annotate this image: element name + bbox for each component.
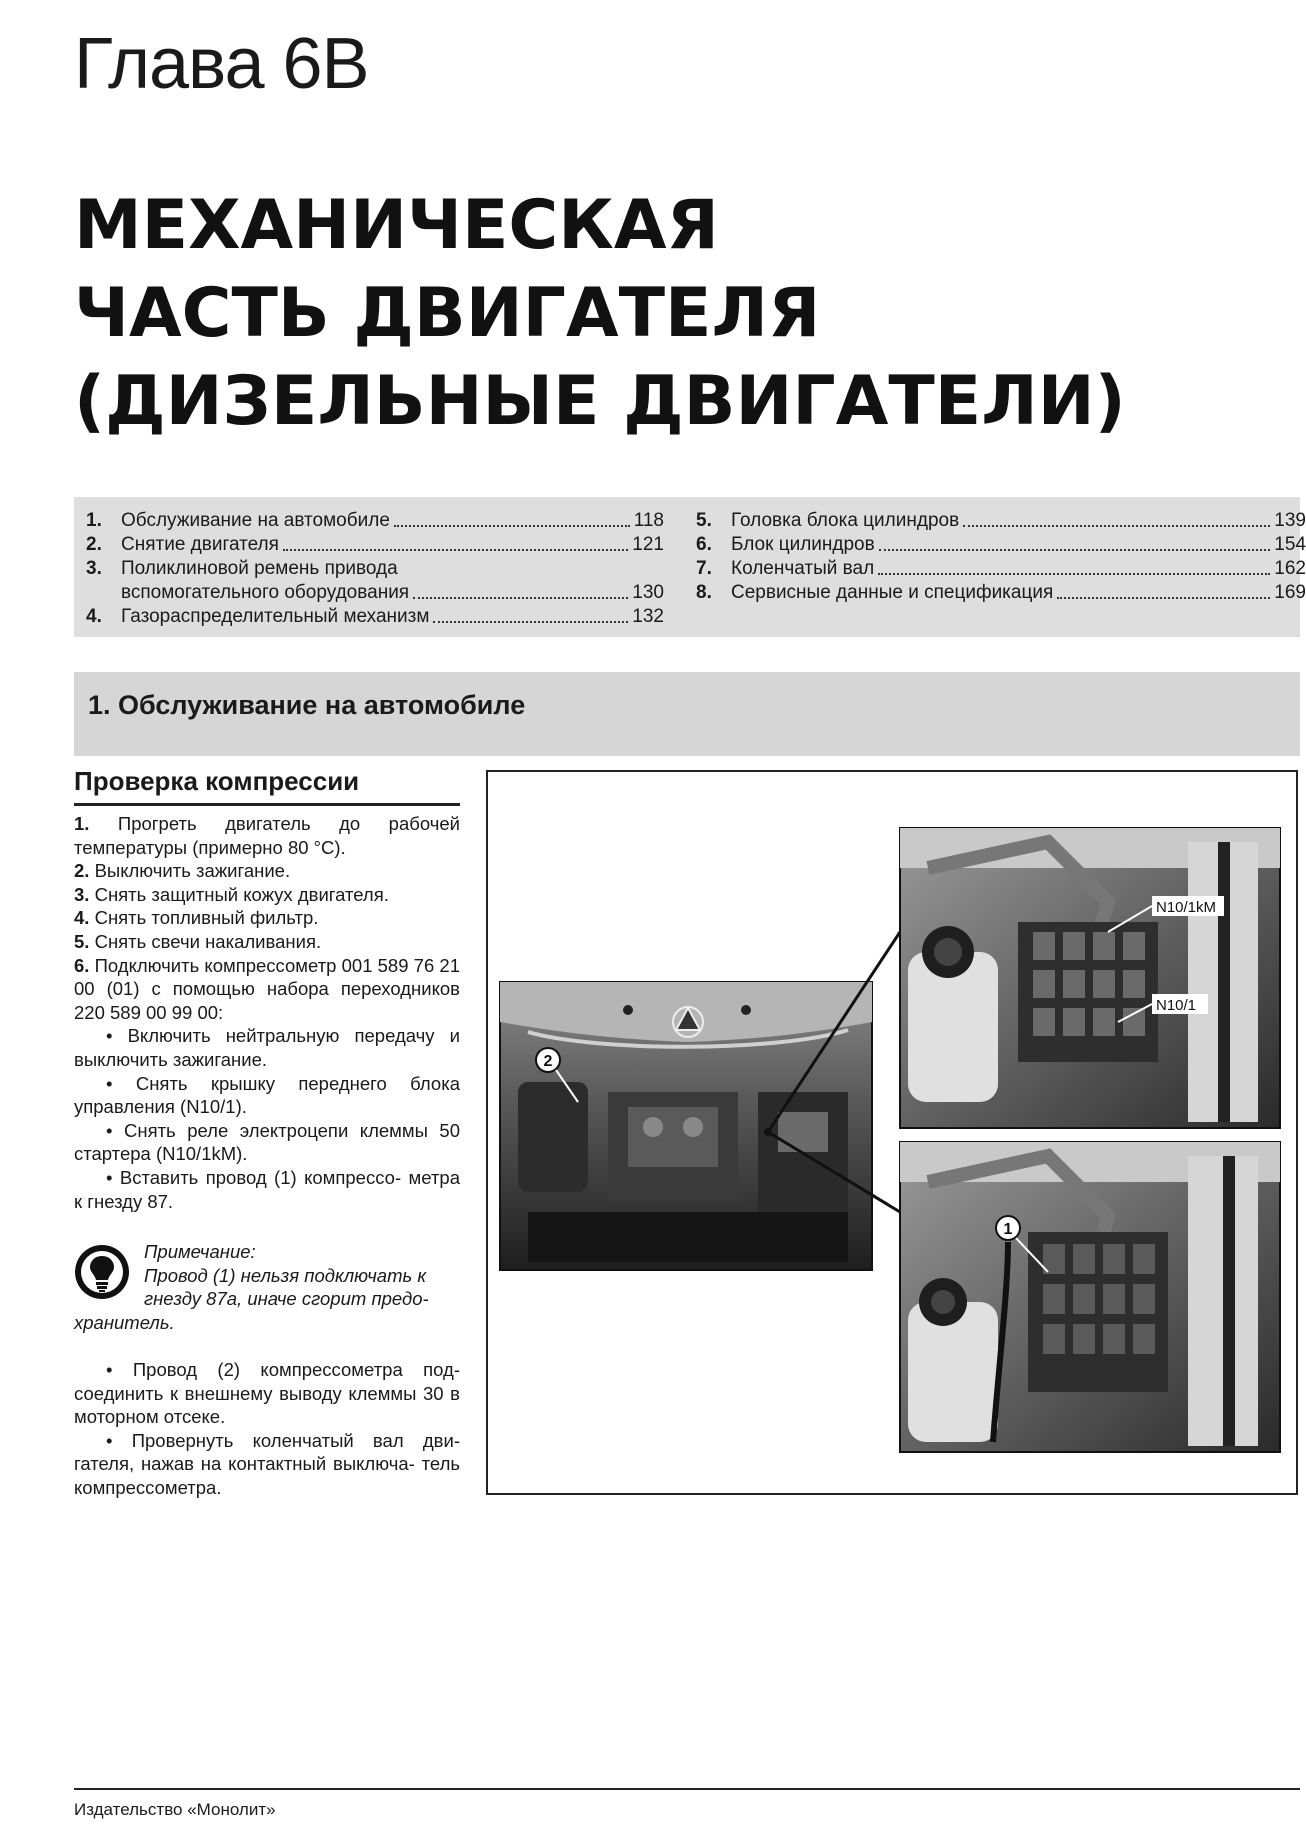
bullet-item: • Вставить провод (1) компрессо- метра к гнезду 87. <box>74 1166 460 1212</box>
toc-item-number: 2. <box>86 534 102 555</box>
toc-item-page: 169 <box>1274 582 1306 603</box>
note-line-2: гнезду 87a, иначе сгорит предо- <box>144 1288 429 1310</box>
toc-item-text-cont: вспомогательного оборудования <box>121 582 410 603</box>
toc-item-text: Снятие двигателя <box>121 534 279 555</box>
bullet-item: • Включить нейтральную передачу и выключить зажигание. <box>74 1025 460 1070</box>
toc-item[interactable] <box>696 557 1306 581</box>
toc-item-text: Газораспределительный механизм <box>121 606 430 627</box>
note-box <box>74 1240 460 1334</box>
note-label: Примечание: <box>144 1241 256 1262</box>
bullet-item: • Снять крышку переднего блока управления (N10/1). <box>74 1072 460 1118</box>
fuse-box-photo-bottom <box>900 1142 1280 1452</box>
note-line-1: Провод (1) нельзя подключать к <box>144 1264 427 1286</box>
toc-item-number: 4. <box>86 606 102 627</box>
label-n10-1km: N10/1kM <box>1156 899 1217 916</box>
toc-item-page: 154 <box>1274 534 1306 555</box>
step-2: 2. Выключить зажигание. <box>74 860 291 882</box>
bullet-item: • Провод (2) компрессометра под- соединить к внешнему выводу клеммы 30 в моторном отсеке. <box>74 1359 460 1428</box>
bullet-item: • Провернуть коленчатый вал дви- гателя, нажав на контактный выключа- тель компрессометра. <box>74 1429 460 1498</box>
toc-item-number: 5. <box>696 510 712 531</box>
table-of-contents <box>74 497 1306 637</box>
publisher-footer: Издательство «Монолит» <box>74 1800 276 1819</box>
toc-item[interactable] <box>86 605 664 629</box>
toc-column-left <box>86 509 664 629</box>
toc-item-page: 130 <box>632 582 664 603</box>
toc-item-number: 7. <box>696 558 712 579</box>
step-1: 1. Прогреть двигатель до рабочей температуры (примерно 80 °С). <box>74 813 461 858</box>
procedure-steps-continued <box>74 1358 460 1500</box>
toc-item-text: Сервисные данные и спецификация <box>731 582 1054 603</box>
callout-1: 1 <box>1003 1221 1013 1238</box>
toc-item-text: Поликлиновой ремень привода <box>121 558 398 579</box>
callout-2: 2 <box>543 1053 553 1070</box>
section-header <box>74 672 1300 756</box>
toc-item-text: Коленчатый вал <box>731 558 875 579</box>
toc-item-number: 1. <box>86 510 102 531</box>
toc-item[interactable] <box>696 581 1306 605</box>
toc-item-page: 162 <box>1274 558 1306 579</box>
toc-item[interactable] <box>86 533 664 557</box>
title-line-3: (ДИЗЕЛЬНЫЕ ДВИГАТЕЛИ) <box>74 362 1126 441</box>
toc-item-number: 8. <box>696 582 712 603</box>
toc-item-page: 132 <box>632 606 664 627</box>
note-line-3: хранитель. <box>74 1311 175 1333</box>
section-title: 1. Обслуживание на автомобиле <box>88 690 526 720</box>
chapter-title <box>74 182 1126 446</box>
toc-item-number: 6. <box>696 534 712 555</box>
toc-item[interactable] <box>86 557 664 605</box>
footer-divider <box>74 1788 1300 1790</box>
engine-bay-photo <box>500 982 872 1270</box>
step-4: 4. Снять топливный фильтр. <box>74 907 319 929</box>
toc-item[interactable] <box>696 509 1306 533</box>
lightbulb-icon <box>74 1244 130 1300</box>
chapter-label: Глава 6В <box>74 24 369 104</box>
step-3: 3. Снять защитный кожух двигателя. <box>74 883 389 905</box>
toc-item-number: 3. <box>86 558 102 579</box>
subsection-title: Проверка компрессии <box>74 766 460 806</box>
figure-artwork <box>488 772 1296 1493</box>
fuse-box-photo-top <box>900 828 1280 1128</box>
toc-item-page: 121 <box>632 534 664 555</box>
toc-item-text: Блок цилиндров <box>731 534 875 555</box>
toc-item-text: Головка блока цилиндров <box>731 510 960 531</box>
title-line-1: МЕХАНИЧЕСКАЯ <box>74 186 719 265</box>
toc-item[interactable] <box>86 509 664 533</box>
label-n10-1: N10/1 <box>1156 997 1197 1014</box>
step-6: 6. Подключить компрессометр 001 589 76 21 00 (01) с помощью набора переходников 220 589 00 99 00: <box>74 954 460 1023</box>
bullet-item: • Снять реле электроцепи клеммы 50 стартера (N10/1kM). <box>74 1119 460 1165</box>
step-5: 5. Снять свечи накаливания. <box>74 930 322 952</box>
title-line-2: ЧАСТЬ ДВИГАТЕЛЯ <box>74 274 821 353</box>
toc-item[interactable] <box>696 533 1306 557</box>
toc-item-text: Обслуживание на автомобиле <box>121 510 390 531</box>
procedure-steps <box>74 812 460 1213</box>
figure-engine-compartment <box>486 770 1298 1495</box>
toc-column-right <box>696 509 1306 605</box>
toc-item-page: 118 <box>633 510 664 531</box>
toc-item-page: 139 <box>1274 510 1306 531</box>
